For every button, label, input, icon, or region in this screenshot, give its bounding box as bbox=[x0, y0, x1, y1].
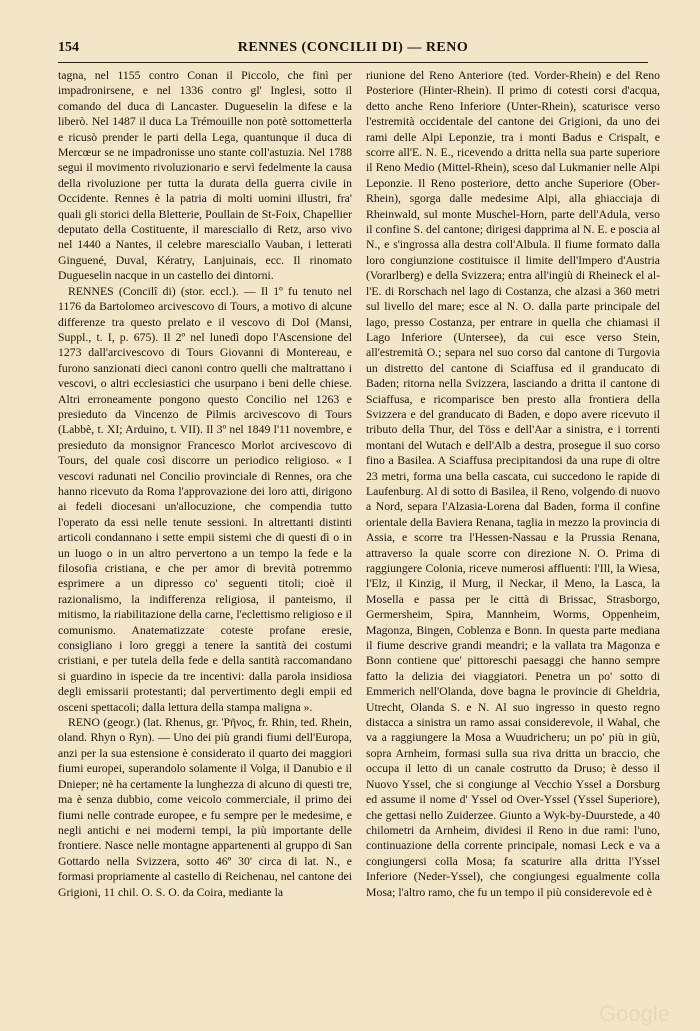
paragraph-rennes-history: tagna, nel 1155 contro Conan il Piccolo, che finì per impadronirsene, e nel 1336 contro gl' Inglesi, sotto il comando del duca di Lancaster. Dugueselin la difese e la liberò. Nel 1487 il duca La Trémouille non potè sottometterla e ricusò prender le parti della Lega, quantunque il duca di Mercœur se ne impadronisse uno stante coll'astuzia. Nel 1788 segui il movimento rivoluzionario e servì fedelmente la causa della rivoluzione per tutta la durata della guerra civile in Occidente. Rennes è la patria di molti uomini illustri, fra' quali gli storici della Bletterie, Poullain de St-Foix, Chapellier deputato della Costituente, il maresciallo di Retz, arso vivo nel 1440 a Nantes, il celebre maresciallo Vauban, i letterati Ginguené, Duval, Kératry, Lanjuinais, ecc. Il rinomato Dugueselin nacque in un castello dei dintorni. bbox=[58, 69, 352, 283]
entry-reno-geogr: RENO (geogr.) (lat. Rhenus, gr. Ῥῆνος, fr. Rhin, ted. Rhein, oland. Rhyn o Ryn). — Uno dei più grandi fiumi dell'Europa, anzi per la sua estensione è considerato il quarto dei maggiori fiumi europei, superandolo solamente il Volga, il Danubio e il Dnieper; nè ha certamente la lunghezza di alcuno di questi tre, ma è senza dubbio, come veicolo commerciale, il primo dei fiumi nelle contrade europee, e fu sempre per le medesime, e negli antichi e nei moderni tempi, la più importante delle frontiere. Nasce nelle montagne appartenenti al gruppo di San Gottardo nella Svizzera, sotto 46º 30' circa di lat. N., e formasi propriamente al castello di Reichenau, nel cantone dei Grigioni, 11 chil. O. S. O. da Coira, mediante la bbox=[58, 716, 352, 899]
page-number: 154 bbox=[58, 40, 79, 55]
watermark: Google bbox=[599, 1001, 670, 1026]
running-title: RENNES (CONCILII DI) — RENO bbox=[237, 40, 469, 55]
entry-rennes-concilii: RENNES (Concilî di) (stor. eccl.). — Il 1º fu tenuto nel 1176 da Bartolomeo arcivescovo di Tours, a motivo di alcune differenze tra questo prelato e il vescovo di Dol (Mansi, Suppl., t. I, p. 675). Il 2º nel lunedì dopo l'Ascensione del 1273 dall'arcivescovo di Tours Giovanni di Montereau, e furono sanzionati dieci canoni contro quelli che maltrattano i vescovi, o altri ecclesiastici che usurpano i beni delle chiese. Altri erroneamente pongono questo Concilio nel 1263 e presieduto da Vincenzo de Pilmis arcivescovo di Tours (Labbè, t. XI; Arduino, t. VII). Il 3º nel 1849 l'11 novembre, e presieduto da monsignor Francesco Morlot arcivescovo di Tours, del quale così discorre un periodico religioso. « I vescovi radunati nel Concilio provinciale di Rennes, ora che hanno ricevuto da Roma l'approvazione dei loro atti, dirigono ai fedeli diocesani un'allocuzione, che compendia tutto l'operato da essi nelle tenute sessioni. In altrettanti distinti articoli condannano i sette empii sistemi che di questi dì o in un luogo o in un altro pervertono a un tempo la fede e la filosofia cristiana, e che per amor di brevità potremmo esprimere a un dipresso co' seguenti titoli; cioè il razionalismo, la indifferenza religiosa, il panteismo, il mitismo, la riabilitazione della carne, l'eclettismo religioso e il comunismo. Anatematizzate coteste profane eresie, consigliano i loro greggi a tenere la santità dei costumi cristiani, e per tutela della fede e della santità raccomandano si guardino in ispecie da tre incentivi: dalla parola insidiosa degli emissarii protestanti; dal pervertimento degli empii ed osceni spettacoli; dalla lettura della stampa maligna ». bbox=[58, 284, 352, 714]
running-header bbox=[58, 36, 648, 60]
left-column bbox=[58, 68, 352, 900]
right-column bbox=[366, 68, 660, 900]
paragraph-reno-continued: riunione del Reno Anteriore (ted. Vorder-Rhein) e del Reno Posteriore (Hinter-Rhein). Il primo di cotesti corsi d'acqua, detto anche Reno Inferiore (Unter-Rhein), scaturisce verso l'estremità occidentale del cantone dei Grigioni, da uno dei rami delle Alpi Leponzie, tra i monti Badus e Crispalt, e scorre all'E. N. E., ricevendo a dritta nella sua parte superiore il Reno Medio (Mittel-Rhein), sceso dal Lukmanier nelle Alpi Leponzie. Il Reno posteriore, detto anche Superiore (Ober-Rhein), sgorga dalle medesime Alpi, alla ghiacciaja di Rheinwald, sul monte Muschel-Horn, parte dell'Adula, verso il confine S. del cantone; dirigesi dapprima al N. E. e poscia al N., e s'ingrossa alla destra coll'Albula. Il fiume formato dalla loro congiunzione costituisce il limite dell'Impero d'Austria (Vorarlberg) e della Svizzera; entra all'ingiù di Rheineck el al-l'E. di Rorschach nel lago di Costanza, che alzasi a 360 metri sul livello del mare; esce al N. O. dalla parte principale del lago, presso Costanza, per entrare in quella che chiamasi il Lago Inferiore (Untersee), da cui esce verso Stein, all'estremità O.; separa nel suo corso dal cantone di Turgovia un distretto del cantone di Sciaffusa ed il granducato di Baden; ritorna nella Svizzera, lasciando a dritta il cantone di Sciaffusa, e ricomparisce ben presto alla frontiera della Svizzera e del granducato di Baden, e dopo avere ricevuto il tributo della Thur, del Töss e dell'Aar a sinistra, e i torrenti montani del Wutach e dell'Alb a destra, prosegue il suo corso fino a Basilea. A Sciaffusa precipitandosi da una rupe di oltre 23 metri, forma una bella cascata, cui succedono le rapide di Laufenburg. Al di sotto di Basilea, il Reno, volgendo di nuovo a Nord, separa l'Alzasia-Lorena dal Baden, forma il confine orientale della Baviera Renana, taglia in mezzo la provincia di Assia, e scorre tra l'Hessen-Nassau e la Prussia Renana, attraverso la quale scorre con direzione N. O. Prima di raggiungere Colonia, riceve numerosi affluenti: l'Ill, la Wiesa, l'Elz, il Kinzig, il Murg, il Neckar, il Meno, la Lasca, la Mosella e passa per le città di Brissac, Strasborgo, Germersheim, Spira, Mannheim, Worms, Oppenheim, Magonza, Bingen, Coblenza e Bonn. In questa parte mediana il fiume descrive grandi meandri; e la vallata tra Magonza e Bonn contiene que' pittoreschi paesaggi che hanno sempre fatto la delizia dei viaggiatori. Penetra un po' sotto di Emmerich nell'Olanda, dove bagna le provincie di Gheldria, Utrecht, Olanda S. e N. Al suo ingresso in questo regno distacca a sinistra un ramo assai considerevole, il Wahal, che va a raggiungere la Mosa a Wuudricheru; un po' più in giù, sopra Arnheim, formasi sulla sua riva dritta un braccio, che occupa il letto di un canale costrutto da Druso; è desso il Nuovo Yssel, che si congiunge al Vecchio Yssel a Dorsburg ed assume il nome d' Yssel od Over-Yssel (Yssel Superiore), che gettasi nello Zuiderzee. Giunto a Wyk-by-Duurstede, a 40 chilometri da Arnheim, dividesi il Reno in due rami: l'uno, continuazione della corrente principale, nomasi Leck e va a congiungersi colla Mosa; fa scaturire alla dritta l'Yssel Inferiore (Neder-Yssel), che congiungesi egualmente colla Mosa; l'altro ramo, che fu un tempo il più considerevole ed è bbox=[366, 69, 660, 899]
header-rule bbox=[58, 62, 648, 63]
